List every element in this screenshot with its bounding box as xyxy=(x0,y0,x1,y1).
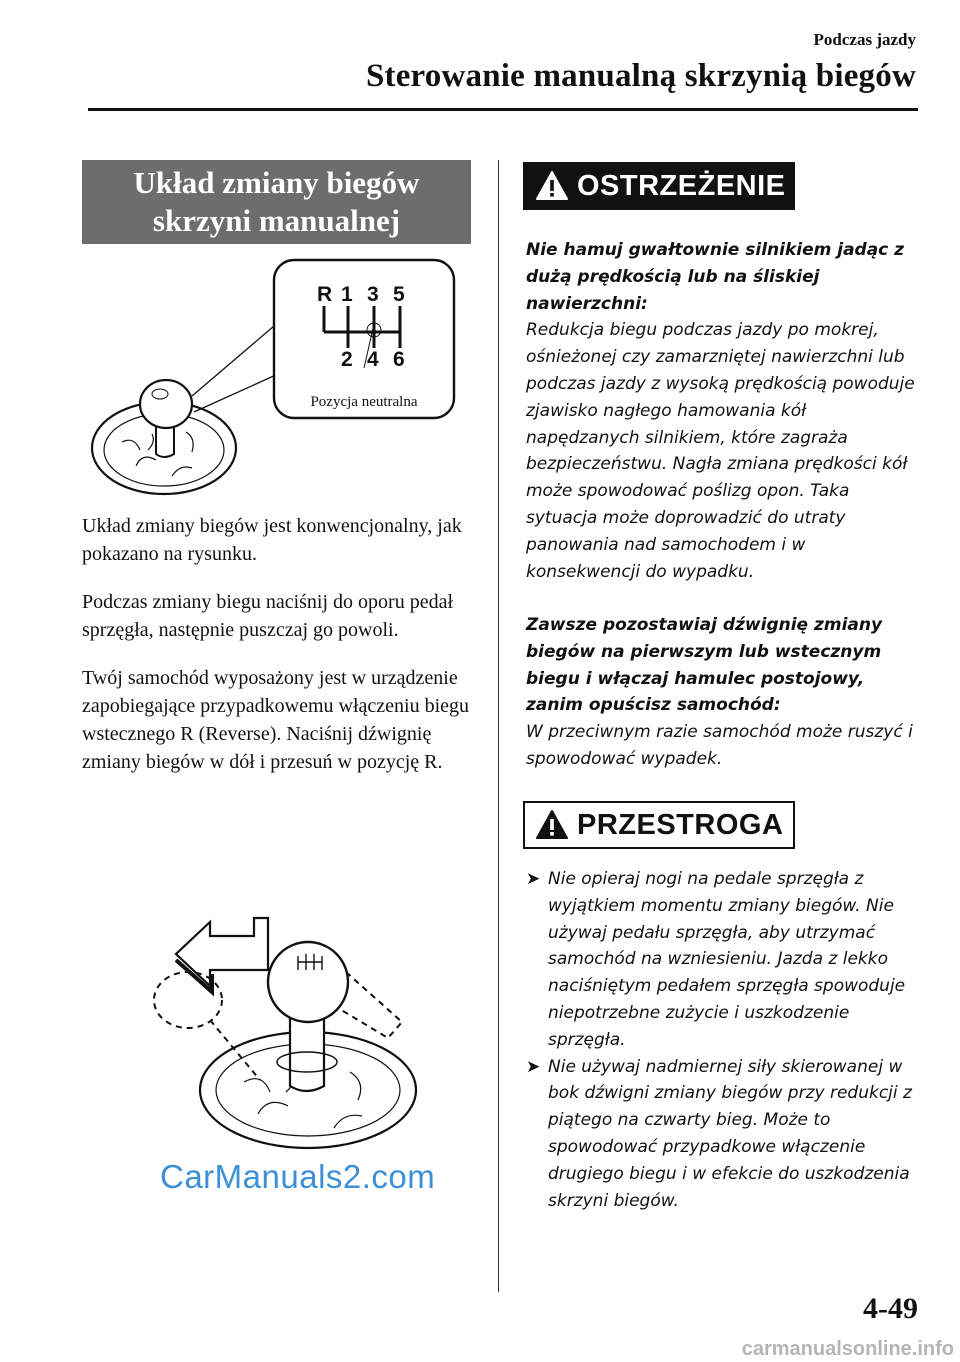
page-number: 4-49 xyxy=(863,1292,918,1325)
reverse-shift-figure xyxy=(140,912,440,1157)
caution-label: PRZESTROGA xyxy=(577,808,784,841)
warning-title: Nie hamuj gwałtownie silnikiem jadąc z dużą prędkością lub na śliskiej nawierzchni: xyxy=(526,240,905,314)
callout-label: Pozycja neutralna xyxy=(310,394,418,410)
caution-item-text: Nie opieraj nogi na pedale sprzęgła z wyjątkiem momentu zmiany biegów. Nie używaj pedału sprzęgła, aby utrzymać samochód na wzniesieniu. Jazda z lekko naciśniętym pedałem sprzęgła spowoduje niepotrzebne zużycie i uszkodzenie sprzęgła. xyxy=(548,869,906,1050)
warning-block-1 xyxy=(526,237,921,585)
warning-block-2 xyxy=(526,612,921,773)
shift-knob xyxy=(268,942,348,1022)
gear-shift-pattern-figure xyxy=(82,256,472,496)
warning-title: Zawsze pozostawiaj dźwignię zmiany biegów na pierwszym lub wstecznym biegu i włączaj hamulec postojowy, zanim opuścisz samochód: xyxy=(526,615,883,716)
callout-line-upper xyxy=(192,326,274,396)
warning-triangle-icon xyxy=(535,169,569,203)
caution-list xyxy=(526,866,921,1214)
shift-knob xyxy=(140,380,192,428)
paragraph: Układ zmiany biegów jest konwencjonalny, jak pokazano na rysunku. xyxy=(82,515,462,565)
watermark: CarManuals2.com xyxy=(160,1158,436,1195)
paragraph: Podczas zmiany biegu naciśnij do oporu pedał sprzęgła, następnie puszczaj go powoli. xyxy=(82,591,454,641)
warning-body: Redukcja biegu podczas jazdy po mokrej, ośnieżonej czy zamarzniętej nawierzchni lub podczas jazdy z wysoką prędkością powoduje zjawisko nagłego hamowania kół napędzanych silnikiem, które zagraża bezpieczeństwu. Nagła zmiana prędkości kół może spowodować poślizg opon. Taka sytuacja może doprowadzić do utraty panowania nad samochodem i w konsekwencji do wypadku. xyxy=(526,320,915,582)
gear-label: 2 xyxy=(341,348,353,371)
gear-label: 6 xyxy=(393,348,405,371)
warning-body: W przeciwnym razie samochód może ruszyć i spowodować wypadek. xyxy=(526,722,913,769)
page-title: Sterowanie manualną skrzynią biegów xyxy=(365,58,916,94)
list-item xyxy=(526,1054,921,1215)
section-title-line1: Układ zmiany biegów xyxy=(133,165,420,200)
section-title xyxy=(82,160,471,244)
gear-label: 4 xyxy=(367,348,379,371)
paragraph: Twój samochód wyposażony jest w urządzenie zapobiegające przypadkowemu włączeniu biegu wstecznego R (Reverse). Naciśnij dźwignię zmiany biegów w dół i przesuń w pozycję R. xyxy=(82,667,470,773)
list-item xyxy=(526,866,921,1054)
running-header-section: Podczas jazdy xyxy=(813,30,916,49)
arrowhead-bullet-icon: ➤ xyxy=(526,1056,541,1077)
push-down-arrow xyxy=(176,918,268,986)
footer-watermark: carmanualsonline.info xyxy=(741,1338,954,1360)
warning-label: OSTRZEŻENIE xyxy=(577,169,786,202)
header-rule xyxy=(88,108,918,111)
caution-item-text: Nie używaj nadmiernej siły skierowanej w bok dźwigni zmiany biegów przy redukcji z piątego na czwarty bieg. Może to spowodować przypadkowe włączenie drugiego biegu i w efekcie do uszkodzenia skrzyni biegów. xyxy=(548,1056,912,1211)
section-title-line2: skrzyni manualnej xyxy=(152,203,401,238)
gear-label: R xyxy=(317,283,333,306)
arrowhead-bullet-icon: ➤ xyxy=(526,869,541,889)
caution-banner xyxy=(523,801,795,849)
column-divider xyxy=(498,160,499,1292)
callout-line-lower xyxy=(194,374,278,412)
gear-label: 3 xyxy=(367,283,379,306)
caution-triangle-icon xyxy=(535,808,569,842)
body-text-left xyxy=(82,512,477,796)
warning-banner xyxy=(523,162,795,210)
gear-label: 5 xyxy=(393,283,405,306)
gear-label: 1 xyxy=(341,283,353,306)
